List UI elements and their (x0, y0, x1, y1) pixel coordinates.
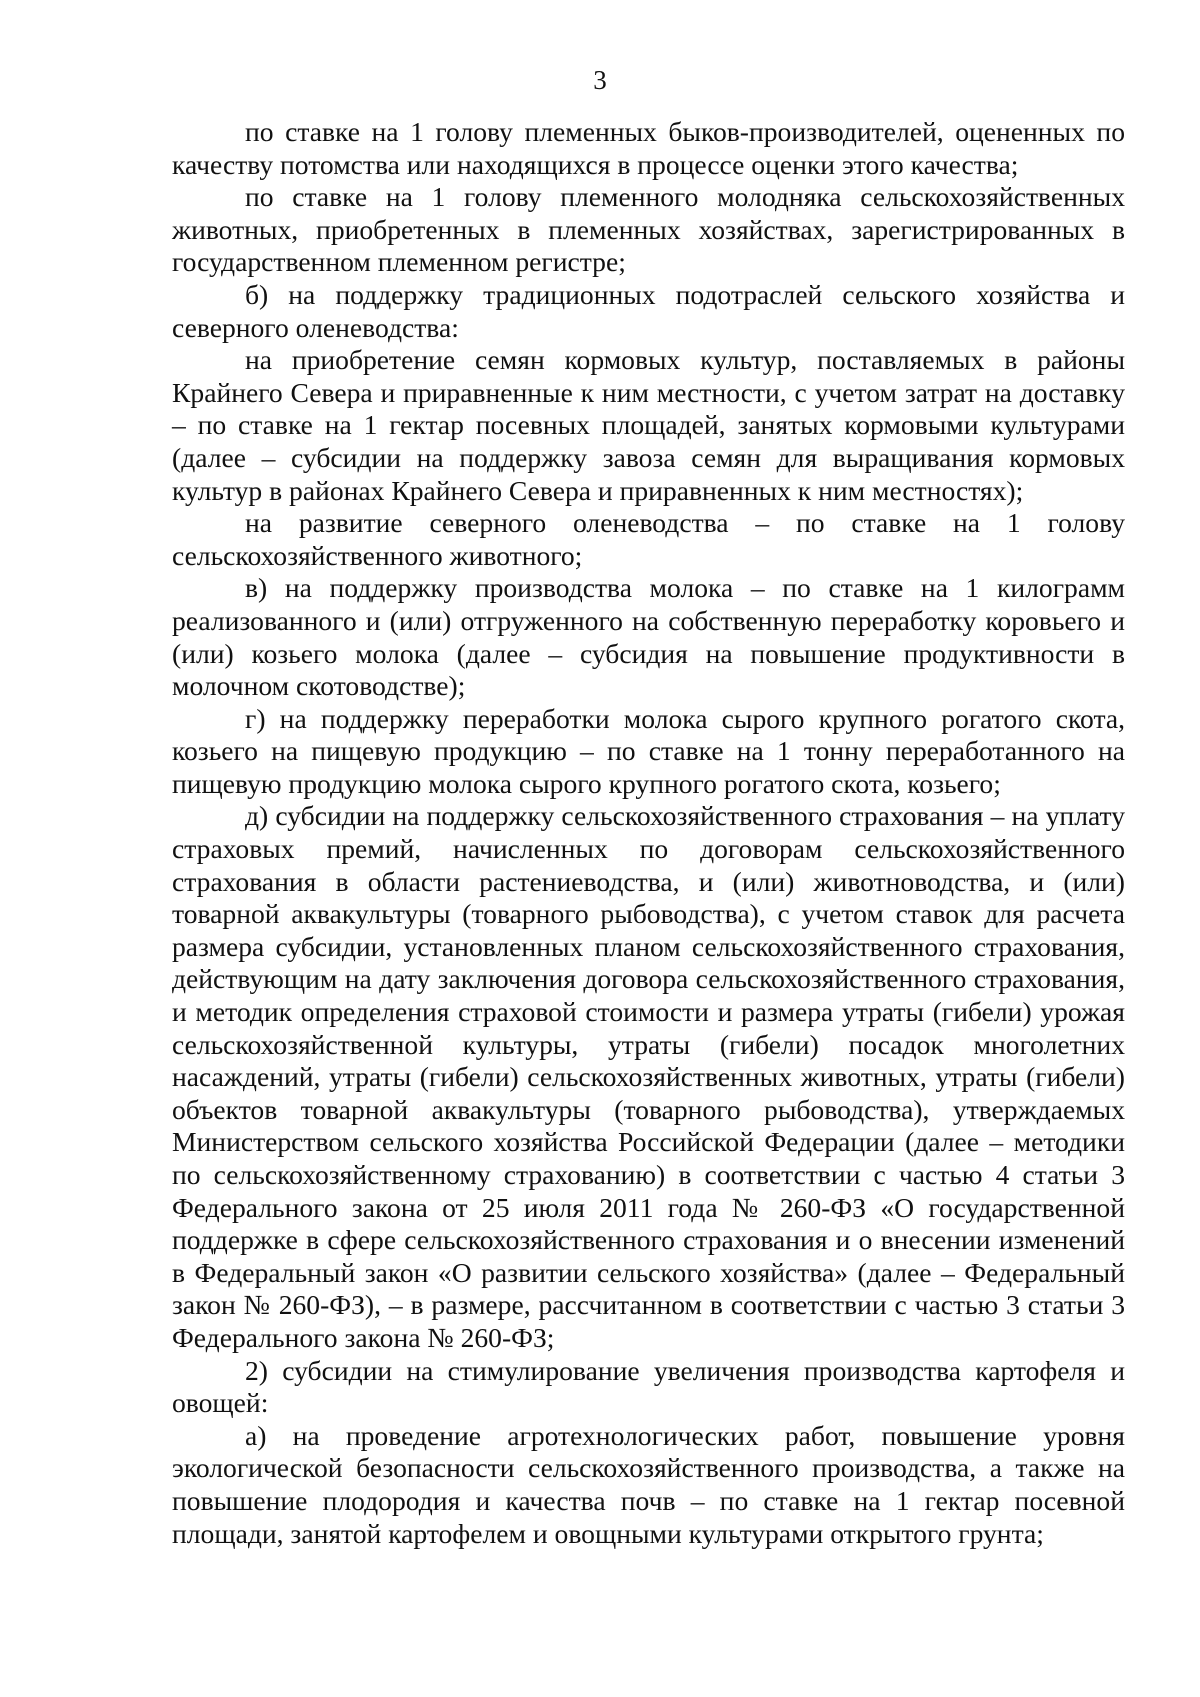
paragraph: на приобретение семян кормовых культур, поставляемых в районы Крайнего Севера и приравненные к ним местности, с учетом затрат на доставку – по ставке на 1 гектар посевных площадей, занятых кормовыми культурами (далее – субсидии на поддержку завоза семян для выращивания кормовых культур в районах Крайнего Севера и приравненных к ним местностях); (172, 344, 1125, 506)
paragraph: в) на поддержку производства молока – по ставке на 1 килограмм реализованного и (или) отгруженного на собственную переработку коровьего и (или) козьего молока (далее – субсидия на повышение продуктивности в молочном скотоводстве); (172, 572, 1125, 702)
paragraph: д) субсидии на поддержку сельскохозяйственного страхования – на уплату страховых премий, начисленных по договорам сельскохозяйственного страхования в области растениеводства, и (или) животноводства, и (или) товарной аквакультуры (товарного рыбоводства), с учетом ставок для расчета размера субсидии, установленных планом сельскохозяйственного страхования, действующим на дату заключения договора сельскохозяйственного страхования, и методик определения страховой стоимости и размера утраты (гибели) урожая сельскохозяйственной культуры, утраты (гибели) посадок многолетних насаждений, утраты (гибели) сельскохозяйственных животных, утраты (гибели) объектов товарной аквакультуры (товарного рыбоводства), утверждаемых Министерством сельского хозяйства Российской Федерации (далее – методики по сельскохозяйственному страхованию) в соответствии с частью 4 статьи 3 Федерального закона от 25 июля 2011 года № 260-ФЗ «О государственной поддержке в сфере сельскохозяйственного страхования и о внесении изменений в Федеральный закон «О развитии сельского хозяйства» (далее – Федеральный закон № 260-ФЗ), – в размере, рассчитанном в соответствии с частью 3 статьи 3 Федерального закона № 260-ФЗ; (172, 800, 1125, 1353)
document-body (172, 116, 1125, 1550)
paragraph: по ставке на 1 голову племенного молодняка сельскохозяйственных животных, приобретенных в племенных хозяйствах, зарегистрированных в государственном племенном регистре; (172, 181, 1125, 278)
paragraph: б) на поддержку традиционных подотраслей сельского хозяйства и северного оленеводства: (172, 278, 1125, 343)
paragraph: по ставке на 1 голову племенных быков-производителей, оцененных по качеству потомства или находящихся в процессе оценки этого качества; (172, 116, 1125, 180)
paragraph: г) на поддержку переработки молока сырого крупного рогатого скота, козьего на пищевую продукцию – по ставке на 1 тонну переработанного на пищевую продукцию молока сырого крупного рогатого скота, козьего; (172, 702, 1125, 799)
paragraph: а) на проведение агротехнологических работ, повышение уровня экологической безопасности сельскохозяйственного производства, а также на повышение плодородия и качества почв – по ставке на 1 гектар посевной площади, занятой картофелем и овощными культурами открытого грунта; (172, 1419, 1125, 1549)
page-number: 3 (593, 65, 607, 95)
paragraph: 2) субсидии на стимулирование увеличения производства картофеля и овощей: (172, 1354, 1125, 1419)
paragraph: на развитие северного оленеводства – по ставке на 1 голову сельскохозяйственного животного; (172, 507, 1125, 571)
